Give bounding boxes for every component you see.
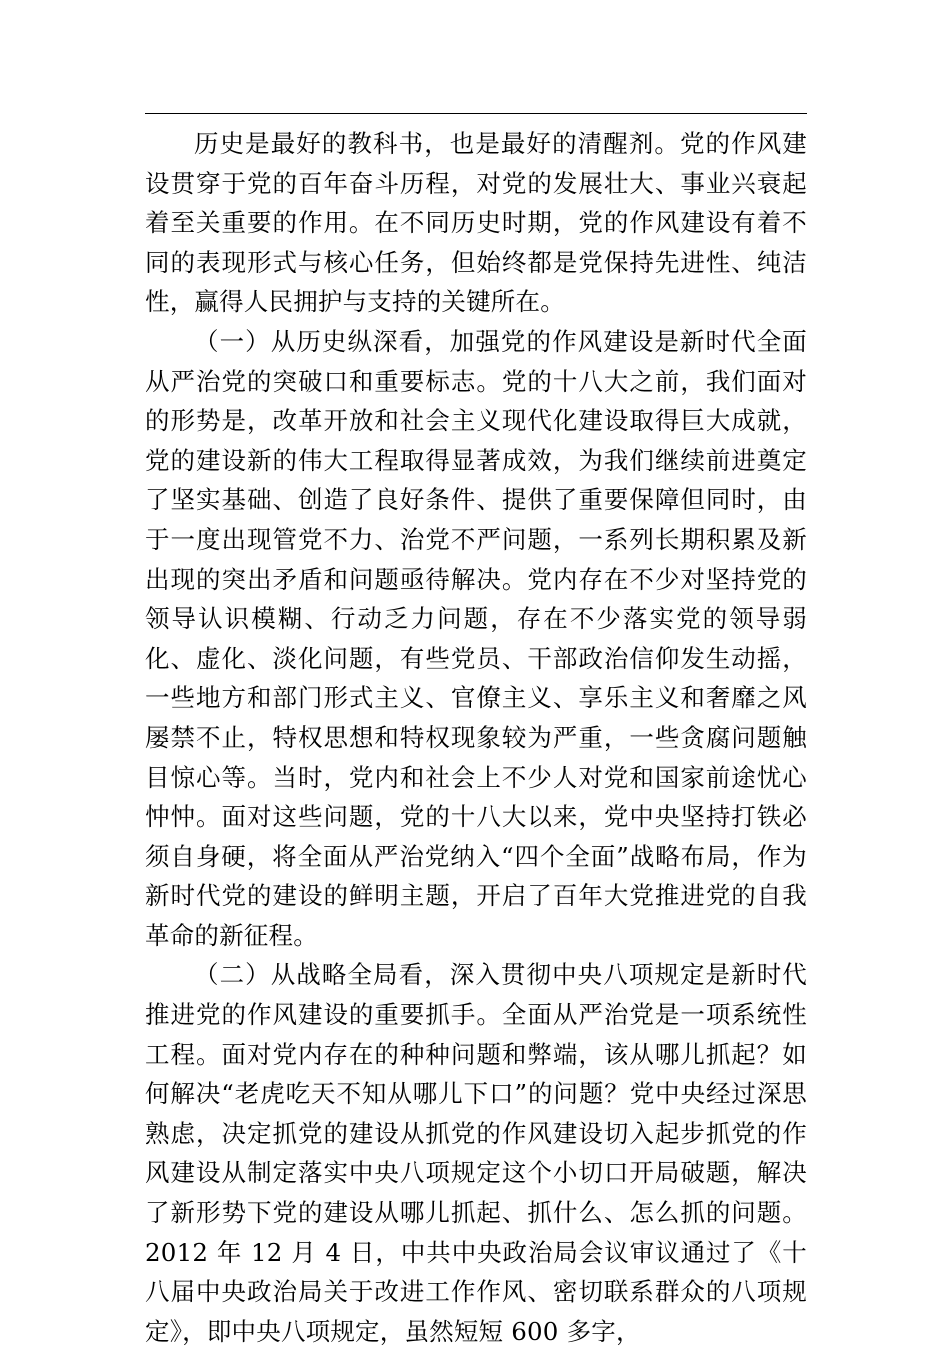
paragraph-intro: 历史是最好的教科书，也是最好的清醒剂。党的作风建设贯穿于党的百年奋斗历程，对党的发展壮大、事业兴衰起着至关重要的作用。在不同历史时期，党的作风建设有着不同的表现形式与核心任务，但始终都是党保持先进性、纯洁性，赢得人民拥护与支持的关键所在。 — [145, 129, 807, 317]
paragraph-section-two: （二）从战略全局看，深入贯彻中央八项规定是新时代推进党的作风建设的重要抓手。全面从严治党是一项系统性工程。面对党内存在的种种问题和弊端，该从哪儿抓起？如何解决“老虎吃天不知从哪儿下口”的问题？党中央经过深思熟虑，决定抓党的建设从抓党的作风建设切入起步抓党的作风建设从制定落实中央八项规定这个小切口开局破题，解决了新形势下党的建设从哪儿抓起、抓什么、怎么抓的问题。2012 年 12 月 4 日，中共中央政治局会议审议通过了《十八届中央政治局关于改进工作作风、密切联系群众的八项规定》，即中央八项规定，虽然短短 600 多字， — [145, 960, 807, 1346]
header-divider-line — [145, 113, 807, 114]
document-body — [145, 124, 807, 1351]
paragraph-section-one: （一）从历史纵深看，加强党的作风建设是新时代全面从严治党的突破口和重要标志。党的十八大之前，我们面对的形势是，改革开放和社会主义现代化建设取得巨大成就，党的建设新的伟大工程取得显著成效，为我们继续前进奠定了坚实基础、创造了良好条件、提供了重要保障但同时，由于一度出现管党不力、治党不严问题，一系列长期积累及新出现的突出矛盾和问题亟待解决。党内存在不少对坚持党的领导认识模糊、行动乏力问题，存在不少落实党的领导弱化、虚化、淡化问题，有些党员、干部政治信仰发生动摇，一些地方和部门形式主义、官僚主义、享乐主义和奢靡之风屡禁不止，特权思想和特权现象较为严重，一些贪腐问题触目惊心等。当时，党内和社会上不少人对党和国家前途忧心忡忡。面对这些问题，党的十八大以来，党中央坚持打铁必须自身硬，将全面从严治党纳入“四个全面”战略布局，作为新时代党的建设的鲜明主题，开启了百年大党推进党的自我革命的新征程。 — [145, 326, 807, 950]
